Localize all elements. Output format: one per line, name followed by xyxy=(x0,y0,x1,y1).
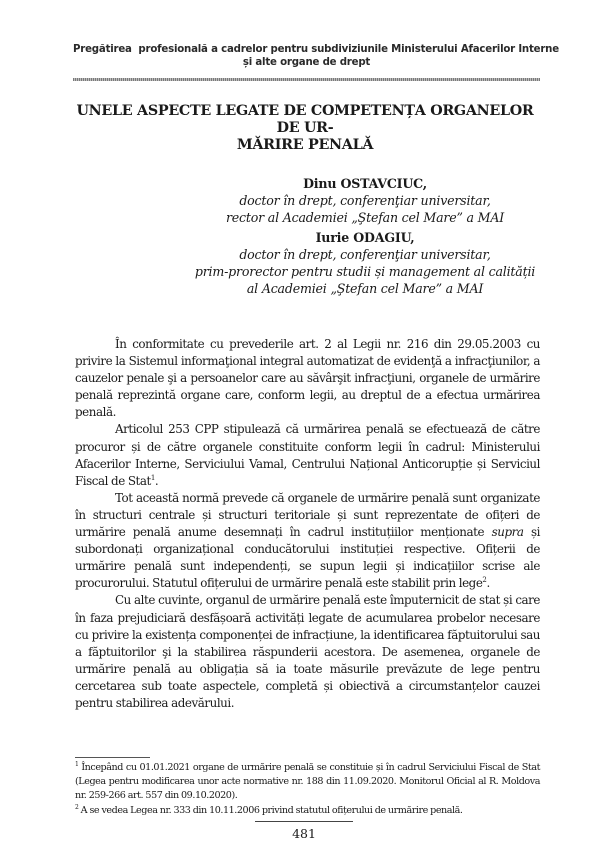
article-title xyxy=(70,103,540,154)
paragraph-3-text-a: Tot această normă prevede că organele de urmărire penală sunt organizate în structuri centrale și structuri teritoriale și sunt reprezentate de ofițeri de urmărire penală anume desemnați în cadrul instituțiilor menționate xyxy=(75,490,540,540)
footnote-text: A se vedea Legea nr. 333 din 10.11.2006 privind statutul ofițerului de urmărire penală. xyxy=(78,804,463,816)
paragraph-1: În conformitate cu prevederile art. 2 al Legii nr. 216 din 29.05.2003 cu privire la Sistemul informaţional integral automatizat de evidenţă a infracţiunilor, a cauzelor penale şi a persoanelor care au săvârşit infracţiuni, organele de urmărire penală reprezintă organe care, conform legii, au dreptul de a efectua urmărirea penală. xyxy=(75,337,540,420)
author-affiliation: doctor în drept, conferenţiar universitar, xyxy=(239,193,491,208)
article-body xyxy=(75,336,540,712)
header-divider xyxy=(73,78,540,81)
paragraph-4: Cu alte cuvinte, organul de urmărire penală este împuternicit de stat și care în faza prejudiciară desfășoară activități legate de acumularea probelor necesare cu privire la existența componenței de infracțiune, la identificarea făptuitorului sau a făptuitorilor şi la stabilirea răspunderii acestora. De asemenea, organele de urmărire penală au obligația să ia toate măsurile prevăzute de lege pentru cercetarea sub toate aspectele, completă și obiectivă a circumstanțelor cauzei pentru stabilirea adevărului. xyxy=(75,593,540,710)
authors-block xyxy=(70,176,540,301)
footnote-1 xyxy=(75,761,540,804)
page-number-divider xyxy=(255,821,353,822)
footnote-divider xyxy=(75,757,150,758)
footnote-mark: 2 xyxy=(75,803,79,811)
author-affiliation: rector al Academiei „Ştefan cel Mare” a MAI xyxy=(225,210,505,225)
author-1 xyxy=(70,176,540,226)
page-number: 481 xyxy=(292,826,316,841)
article-title-line-2: MĂRIRE PENALĂ xyxy=(236,137,374,153)
author-2 xyxy=(70,230,540,297)
author-affiliation: prim-prorector pentru studii și management al calității xyxy=(194,264,536,279)
paragraph-2 xyxy=(75,421,540,489)
article-title-line-1: UNELE ASPECTE LEGATE DE COMPETENȚA ORGANELOR DE UR- xyxy=(76,103,534,136)
footnote-mark: 1 xyxy=(75,761,79,768)
author-affiliation: al Academiei „Ştefan cel Mare” a MAI xyxy=(246,281,484,296)
paragraph-2-text: Articolul 253 CPP stipulează că urmărirea penală se efectuează de către procuror și de către organele constituite conform legii în cadrul: Ministerului Afacerilor Interne, Serviciului Vamal, Centrului Național Anticorupție și Serviciul Fiscal de Stat xyxy=(75,422,540,488)
paragraph-3-end: . xyxy=(486,576,490,591)
footnote-ref-2[interactable]: 2 xyxy=(482,576,487,585)
running-header-line-2: și alte organe de drept xyxy=(242,57,371,68)
footnote-ref-1[interactable]: 1 xyxy=(150,473,155,482)
paragraph-3-italic: supra xyxy=(491,525,524,540)
paragraph-3-text-b: și subordonați organizațional conducătorului instituției respective. Ofițerii de urmărire penală sunt independenți, se supun legii și indicațiilor scrise ale procurorului. Statutul ofițerului de urmărire penală este stabilit prin lege xyxy=(75,525,540,591)
footnote-text: Începând cu 01.01.2021 organe de urmărire penală se constituie și în cadrul Serviciului Fiscal de Stat (Legea pentru modificarea unor acte normative nr. 188 din 11.09.2020. Monitorul Oficial al R. Moldova nr. 259-266 art. 557 din 09.10.2020). xyxy=(75,762,540,802)
footnote-2 xyxy=(75,804,540,818)
paragraph-2-end: . xyxy=(154,473,159,488)
running-header-line-1: Pregătirea profesională a cadrelor pentru subdiviziunile Ministerului Afacerilor Interne xyxy=(73,44,559,55)
running-header xyxy=(73,43,559,69)
author-name: Iurie ODAGIU, xyxy=(315,230,415,245)
paragraph-3 xyxy=(75,490,540,593)
footnotes xyxy=(75,761,540,818)
author-name: Dinu OSTAVCIUC, xyxy=(303,176,427,191)
author-affiliation: doctor în drept, conferenţiar universitar, xyxy=(239,247,491,262)
